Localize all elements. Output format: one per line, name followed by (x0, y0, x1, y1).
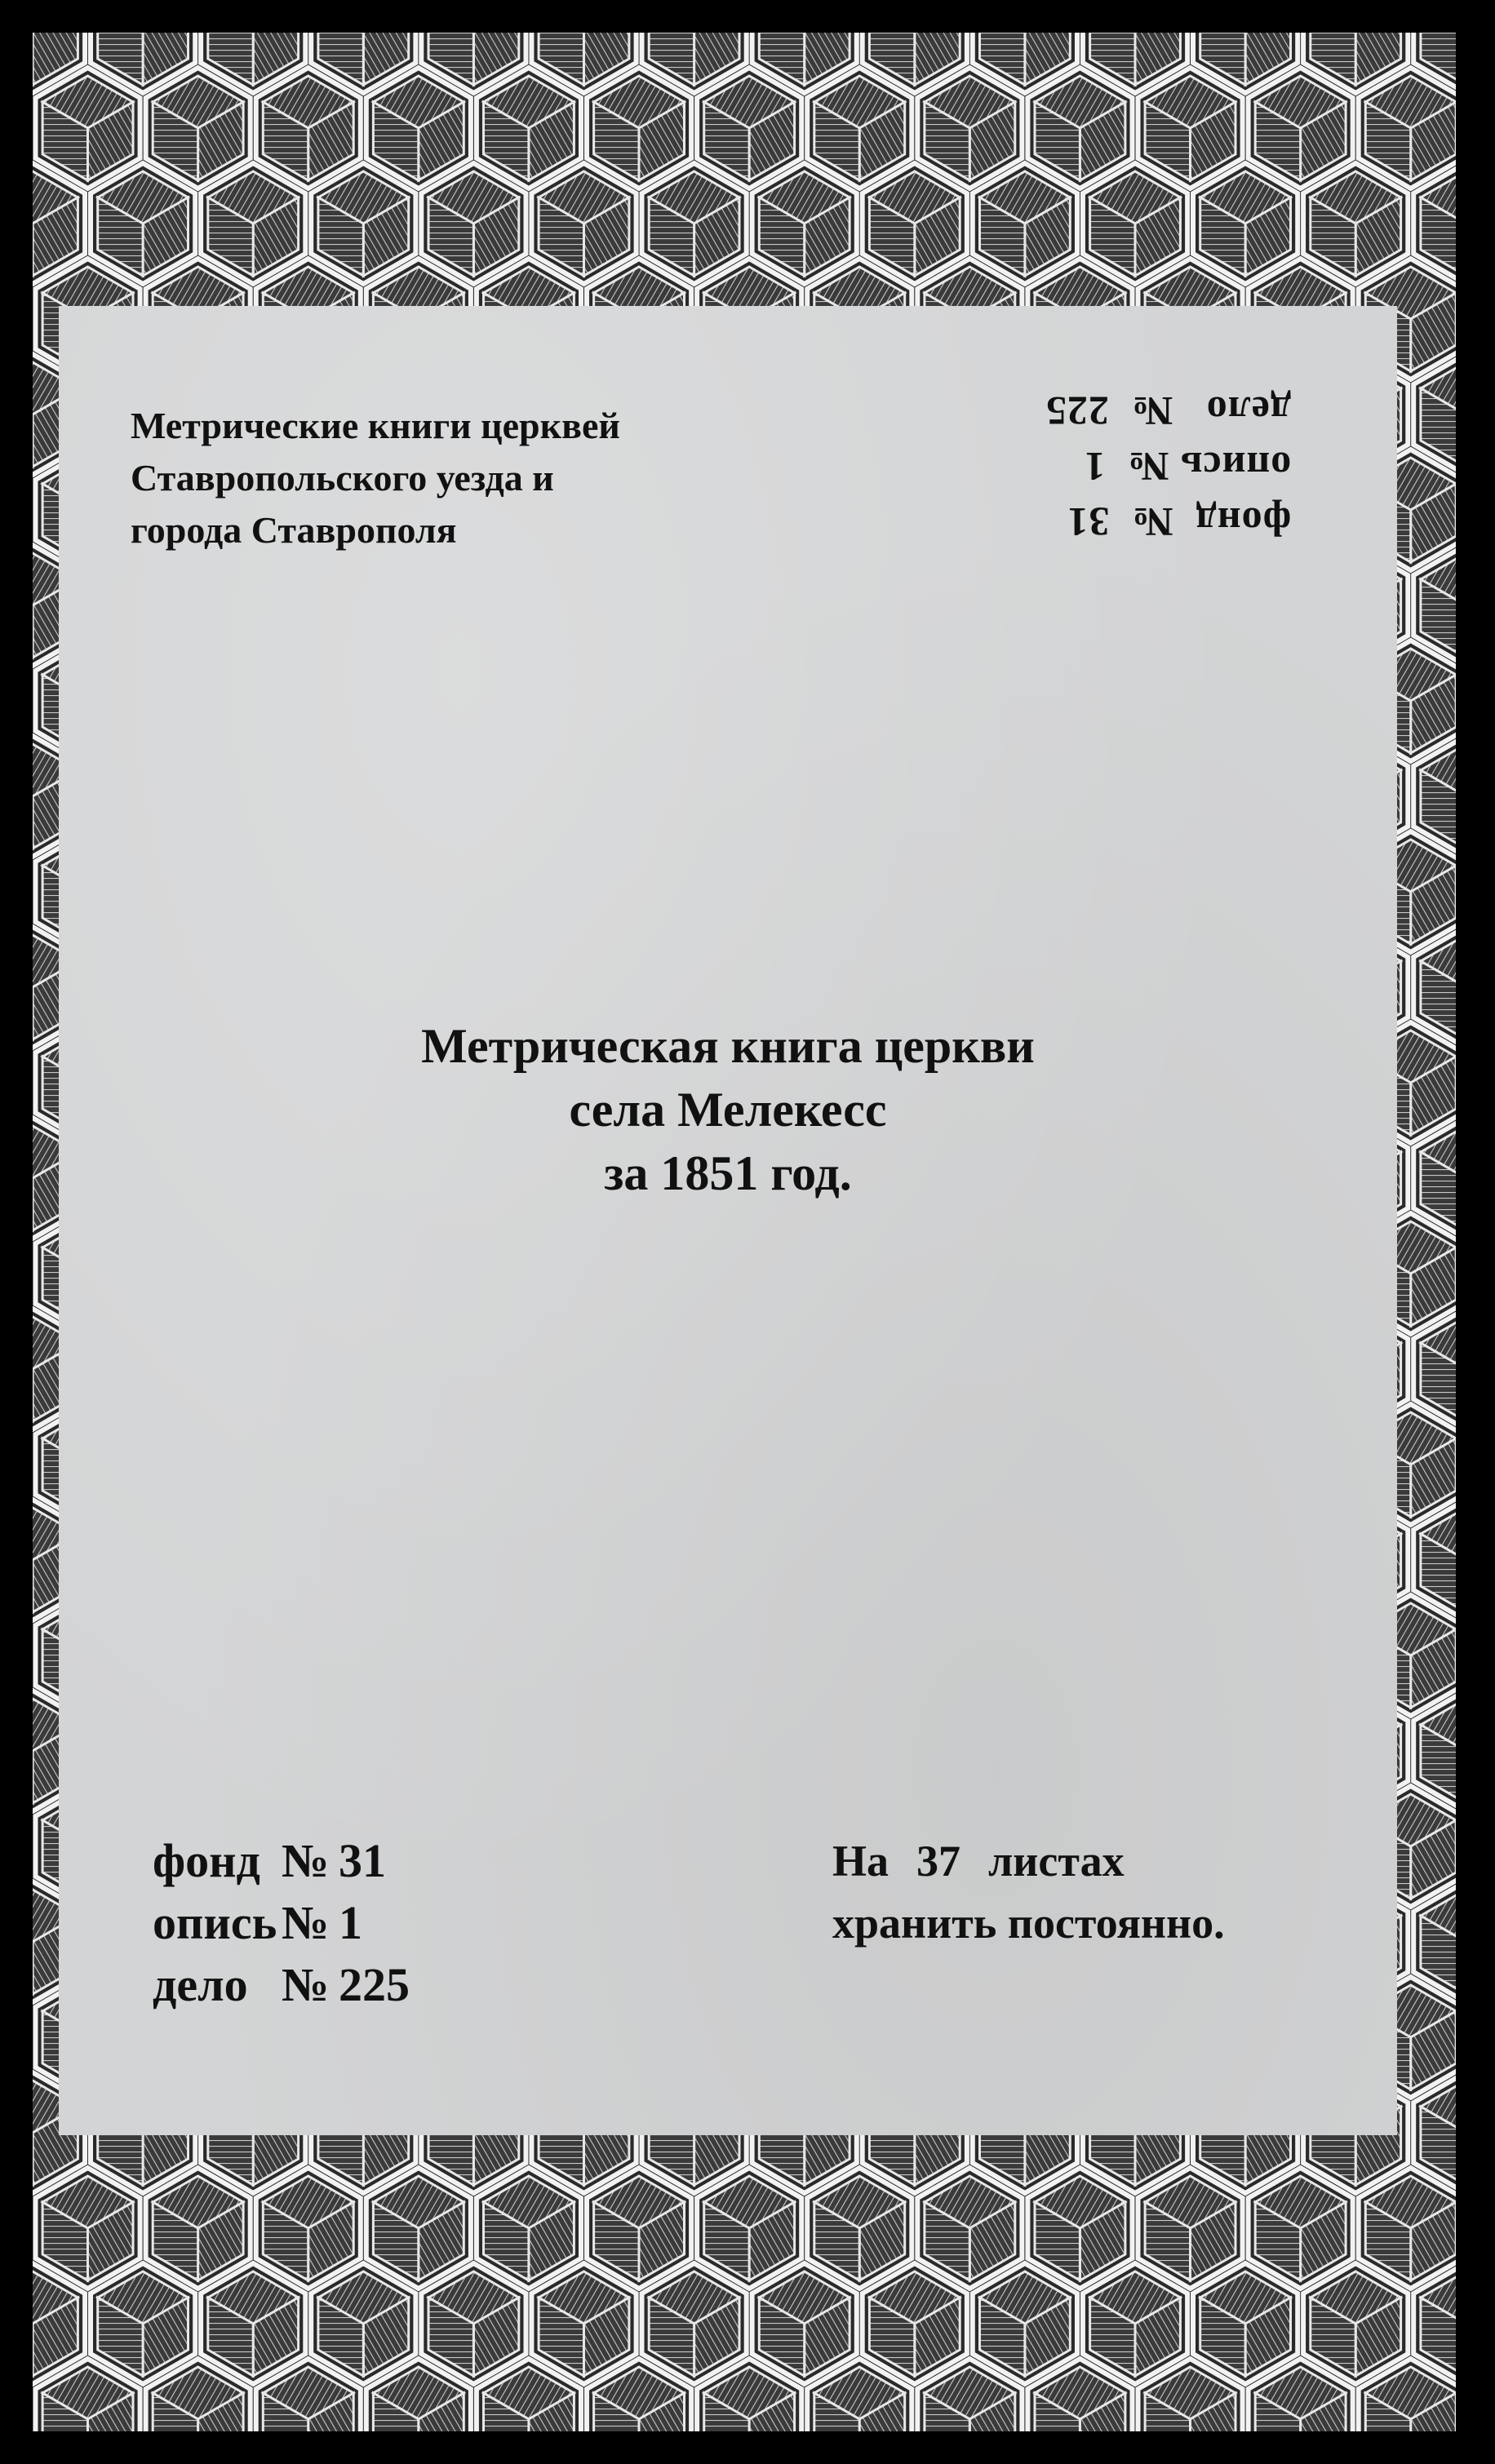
fond-number: 31 (339, 1834, 386, 1887)
upside-down-reference-line: фонд № 31 (1067, 499, 1291, 545)
upside-down-reference-line: опись № 1 (1084, 444, 1291, 490)
number-sign: № (282, 1834, 330, 1887)
number-sign: № (282, 1896, 330, 1949)
opis-number: 1 (339, 1896, 362, 1949)
retention-line: хранить постоянно. (832, 1899, 1225, 1948)
main-title (59, 1014, 1397, 1205)
main-title-line: Метрическая книга церкви (421, 1019, 1035, 1073)
main-title-line: села Мелекесс (569, 1083, 887, 1137)
upside-down-reference-line: дело № 225 (1045, 388, 1291, 434)
fond-line (153, 1830, 410, 1892)
collection-title-line: Ставропольского уезда и (131, 457, 554, 499)
sheets-prefix: На (832, 1837, 889, 1886)
archive-reference (153, 1830, 410, 2016)
delo-line (153, 1954, 410, 2016)
sheet-count-line (832, 1830, 1225, 1892)
sheet-count: 37 (916, 1837, 961, 1886)
opis-line (153, 1892, 410, 1954)
upside-down-reference (1045, 383, 1291, 550)
collection-title (131, 400, 620, 556)
opis-label: опись (153, 1896, 277, 1949)
main-title-line: за 1851 год. (604, 1146, 852, 1200)
archive-label-sheet (59, 306, 1397, 2135)
collection-title-line: Метрические книги церквей (131, 405, 620, 446)
sheets-word: листах (988, 1837, 1125, 1886)
number-sign: № (282, 1958, 330, 2011)
delo-label: дело (153, 1958, 248, 2011)
collection-title-line: города Ставрополя (131, 509, 457, 551)
fond-label: фонд (153, 1834, 260, 1887)
storage-note (832, 1830, 1225, 1954)
delo-number: 225 (339, 1958, 410, 2011)
